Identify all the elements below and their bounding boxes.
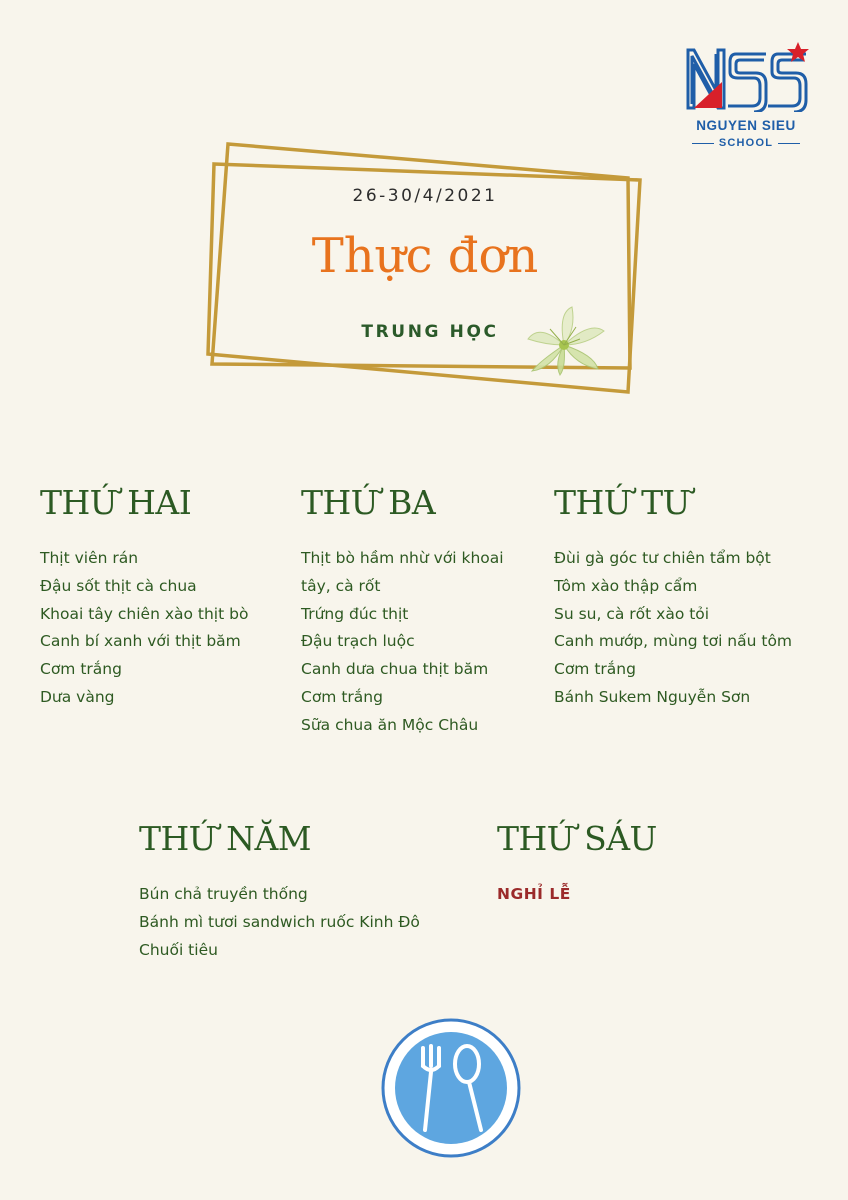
dish-item: Bánh Sukem Nguyễn Sơn bbox=[554, 687, 751, 706]
day-thursday bbox=[139, 819, 420, 959]
day-heading: THỨ BA bbox=[301, 483, 436, 522]
dish-item: Trứng đúc thịt bbox=[301, 604, 409, 623]
day-heading: THỨ SÁU bbox=[497, 819, 657, 858]
dish-list bbox=[497, 881, 571, 909]
dish-list bbox=[554, 545, 792, 712]
dish-item: Cơm trắng bbox=[301, 687, 383, 706]
dish-item: Thịt viên rán bbox=[40, 549, 139, 567]
dish-item: Canh dưa chua thịt băm bbox=[301, 660, 489, 679]
dish-item: Su su, cà rốt xào tỏi bbox=[554, 604, 710, 623]
logo-school-label: SCHOOL bbox=[676, 137, 816, 149]
dish-item: Tôm xào thập cẩm bbox=[554, 576, 698, 595]
menu-date: 26-30/4/2021 bbox=[352, 186, 498, 206]
day-heading: THỨ NĂM bbox=[139, 819, 312, 858]
dish-item: Cơm trắng bbox=[554, 660, 636, 679]
lily-flower-icon bbox=[520, 305, 608, 377]
menu-title: Thực đơn bbox=[311, 228, 539, 284]
school-logo bbox=[676, 42, 816, 152]
day-heading: THỨ HAI bbox=[40, 483, 192, 522]
dish-list bbox=[40, 545, 248, 712]
dish-list bbox=[301, 545, 504, 740]
dish-list bbox=[139, 881, 420, 964]
dish-item: Dưa vàng bbox=[40, 687, 115, 706]
day-friday bbox=[497, 819, 657, 903]
day-monday bbox=[40, 483, 249, 706]
day-heading: THỨ TƯ bbox=[554, 483, 690, 522]
nss-logo-icon bbox=[682, 42, 810, 112]
dish-item: Đùi gà góc tư chiên tẩm bột bbox=[554, 549, 771, 567]
logo-school-name: NGUYEN SIEU bbox=[696, 118, 796, 133]
dish-item: Bún chả truyền thống bbox=[139, 885, 308, 903]
fork-spoon-plate-icon bbox=[381, 1018, 521, 1158]
dish-item: Canh mướp, mùng tơi nấu tôm bbox=[554, 632, 793, 651]
dish-item: tây, cà rốt bbox=[301, 576, 381, 595]
dish-item: Chuối tiêu bbox=[139, 940, 218, 959]
day-tuesday bbox=[301, 483, 504, 734]
dish-item: Bánh mì tươi sandwich ruốc Kinh Đô bbox=[139, 912, 420, 931]
dish-item: Khoai tây chiên xào thịt bò bbox=[40, 604, 249, 623]
dish-item: Đậu trạch luộc bbox=[301, 632, 415, 651]
dish-item: Đậu sốt thịt cà chua bbox=[40, 576, 197, 595]
dish-item: Thịt bò hầm nhừ với khoai bbox=[301, 549, 504, 567]
dish-item: Cơm trắng bbox=[40, 660, 122, 679]
holiday-notice: NGHỈ LỄ bbox=[497, 885, 571, 903]
menu-subtitle: TRUNG HỌC bbox=[361, 322, 499, 342]
dish-item: Canh bí xanh với thịt băm bbox=[40, 632, 241, 651]
day-wednesday bbox=[554, 483, 793, 706]
dish-item: Sữa chua ăn Mộc Châu bbox=[301, 715, 479, 734]
